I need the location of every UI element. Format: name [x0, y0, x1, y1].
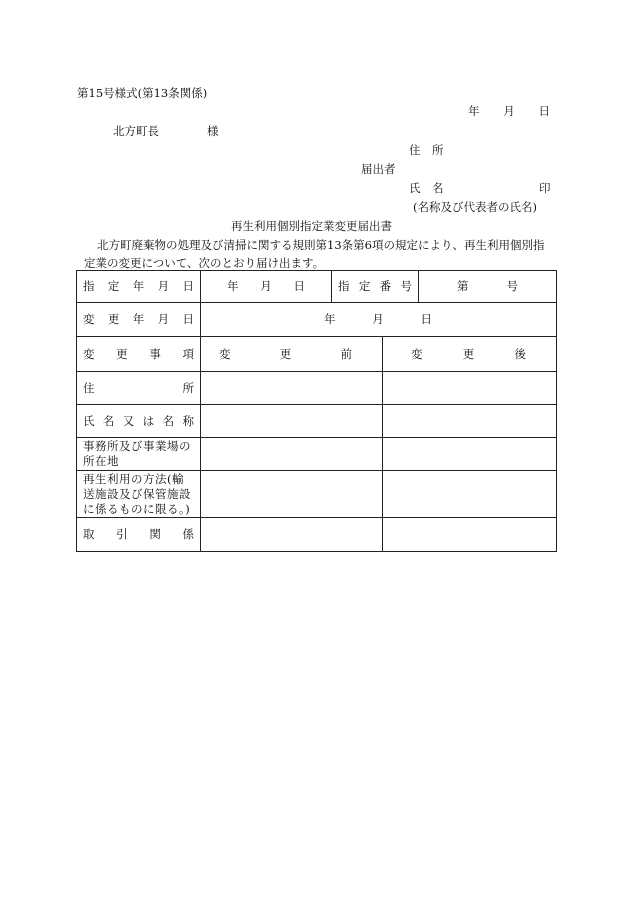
- method-item-label: 再生利用の方法(輸送施設及び保管施設に係るものに限る。): [77, 471, 201, 518]
- office-row: [77, 438, 557, 471]
- office-before-field[interactable]: [201, 438, 383, 471]
- seal-mark: 印: [539, 181, 551, 195]
- business-item-label: 取 引 関 係: [77, 518, 201, 552]
- name-label: 氏 名: [409, 181, 444, 195]
- body-text-line2: 定業の変更について、次のとおり届け出ます。: [84, 256, 325, 270]
- change-header-row: [77, 337, 557, 372]
- change-date-field[interactable]: 年 月 日: [201, 303, 557, 337]
- date-line: [468, 104, 550, 118]
- name-note: (名称及び代表者の氏名): [413, 200, 537, 214]
- business-row: [77, 518, 557, 552]
- name-after-field[interactable]: [383, 405, 557, 438]
- year-label: 年: [468, 104, 480, 118]
- office-after-field[interactable]: [383, 438, 557, 471]
- before-change-header: 変 更 前: [201, 337, 383, 372]
- addressee-title: 北方町長: [113, 124, 159, 138]
- designation-date-field[interactable]: 年 月 日: [201, 271, 332, 303]
- month-label: 月: [503, 104, 515, 118]
- address-label: 住 所: [409, 143, 444, 157]
- designation-row: [77, 271, 557, 303]
- designation-number-label: 指 定 番 号: [332, 271, 419, 303]
- address-item-label: 住 所: [77, 372, 201, 405]
- body-text-line1: 北方町廃棄物の処理及び清掃に関する規則第13条第6項の規定により、再生利用個別指: [97, 238, 545, 252]
- change-form-table: [76, 270, 557, 552]
- method-before-field[interactable]: [201, 471, 383, 518]
- after-change-header: 変 更 後: [383, 337, 557, 372]
- designation-number-field[interactable]: 第 号: [419, 271, 557, 303]
- address-before-field[interactable]: [201, 372, 383, 405]
- addressee-honorific: 様: [207, 124, 219, 138]
- form-number: 第15号様式(第13条関係): [77, 86, 208, 100]
- change-items-header: 変 更 事 項: [77, 337, 201, 372]
- name-row: [77, 405, 557, 438]
- notifier-label: 届出者: [361, 162, 396, 176]
- business-after-field[interactable]: [383, 518, 557, 552]
- method-after-field[interactable]: [383, 471, 557, 518]
- name-before-field[interactable]: [201, 405, 383, 438]
- change-date-label: 変 更 年 月 日: [77, 303, 201, 337]
- method-row: [77, 471, 557, 518]
- office-item-label: 事務所及び事業場の所在地: [77, 438, 201, 471]
- business-before-field[interactable]: [201, 518, 383, 552]
- address-after-field[interactable]: [383, 372, 557, 405]
- designation-date-label: 指 定 年 月 日: [77, 271, 201, 303]
- day-label: 日: [538, 104, 550, 118]
- change-date-row: [77, 303, 557, 337]
- name-item-label: 氏 名 又 は 名 称: [77, 405, 201, 438]
- document-title: 再生利用個別指定業変更届出書: [231, 219, 392, 233]
- address-row: [77, 372, 557, 405]
